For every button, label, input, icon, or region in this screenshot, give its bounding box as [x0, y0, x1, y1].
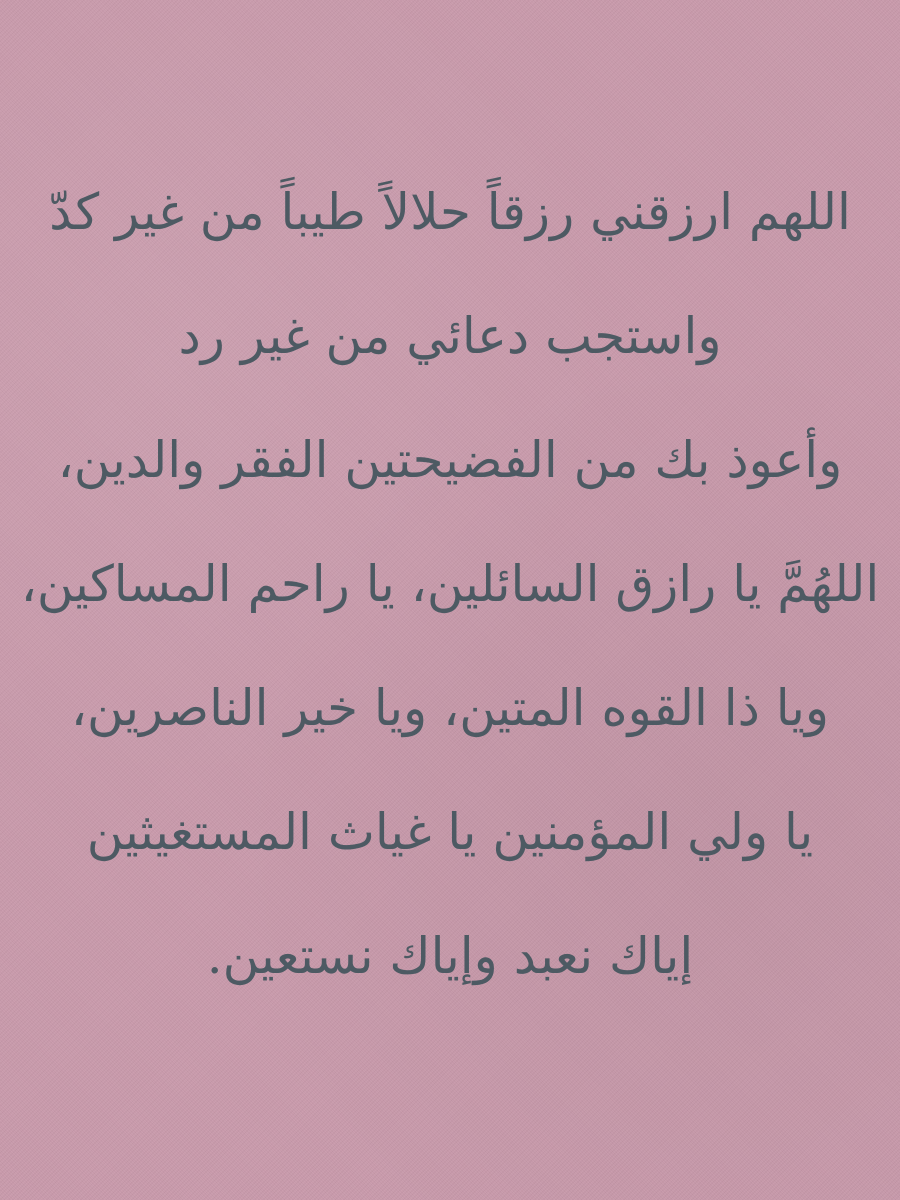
prayer-text: [0, 150, 900, 1018]
prayer-line-6: يا ولي المؤمنين يا غياث المستغيثين: [86, 803, 814, 861]
prayer-line-5: ويا ذا القوه المتين، ويا خير الناصرين،: [70, 679, 830, 737]
prayer-line-2: واستجب دعائي من غير رد: [178, 307, 722, 365]
prayer-line-3: وأعوذ بك من الفضيحتين الفقر والدين،: [57, 431, 843, 489]
prayer-line-1: اللهم ارزقني رزقاً حلالاً طيباً من غير كدّ: [49, 183, 851, 241]
prayer-line-4: اللهُمَّ يا رازق السائلين، يا راحم المساكين،: [20, 555, 880, 613]
prayer-line-7: إياك نعبد وإياك نستعين.: [206, 927, 694, 985]
